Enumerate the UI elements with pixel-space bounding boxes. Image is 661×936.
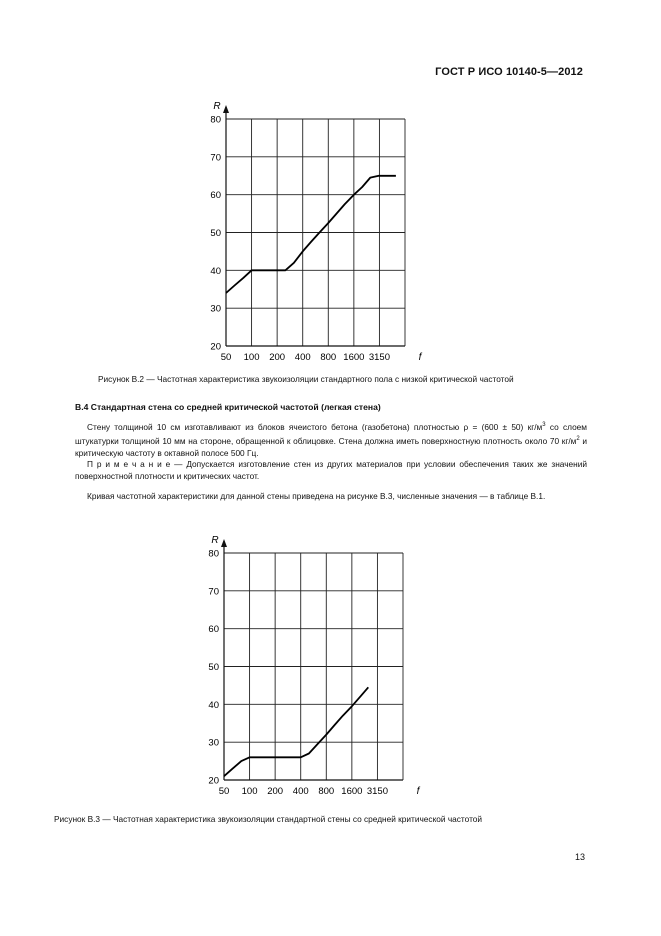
series-line [224, 687, 368, 776]
y-tick-label: 30 [208, 737, 219, 749]
x-tick-label: 3150 [368, 352, 390, 363]
x-tick-label: 800 [320, 352, 337, 363]
x-tick-label: 400 [294, 352, 311, 363]
figure-b2-caption: Рисунок В.2 — Частотная характеристика звукоизоляции стандартного пола с низкой критической частотой [98, 374, 514, 384]
y-tick-label: 50 [210, 228, 221, 239]
section-b4-paragraph-1 [75, 419, 587, 460]
x-tick-label: 50 [220, 352, 232, 363]
note-label: П р и м е ч а н и е [87, 459, 171, 469]
y-tick-label: 40 [208, 699, 219, 711]
chart-figure-b3 [193, 526, 425, 802]
y-tick-label: 80 [210, 114, 221, 126]
x-tick-label: 800 [318, 786, 335, 797]
page-number: 13 [574, 852, 585, 862]
x-tick-label: 1600 [343, 352, 365, 363]
document-header: ГОСТ Р ИСО 10140-5—2012 [435, 66, 583, 78]
section-b4-paragraph-2: Кривая частотной характеристики для данной стены приведена на рисунке В.3, численные значения — в таблице В.1. [87, 491, 546, 501]
y-tick-label: 80 [208, 548, 219, 560]
paragraph-1-text-c: и критическую частоту в октавной полосе 500 Гц. [75, 435, 587, 459]
y-tick-label: 60 [210, 190, 221, 202]
y-tick-label: 50 [208, 662, 219, 673]
y-tick-label: 20 [210, 341, 221, 353]
x-tick-label: 3150 [366, 786, 388, 797]
y-axis-arrow [223, 105, 229, 113]
x-tick-label: 400 [292, 786, 309, 797]
chart-figure-b2 [195, 92, 425, 372]
superscript-3: 3 [542, 422, 546, 428]
x-tick-label: 100 [241, 786, 258, 797]
paragraph-1-text-b: со слоем штукатурки толщиной 10 мм на стороне, обращенной к облицовке. Стена должна иметь поверхностную плотность около 70 кг/м [75, 421, 587, 446]
y-axis-label: R [211, 535, 219, 546]
note-text: — Допускается изготовление стен из других материалов при условии обеспечения таких же значений поверхностной плотности и критических частот. [75, 459, 588, 482]
x-axis-label: f [418, 352, 422, 363]
superscript-2: 2 [576, 436, 580, 443]
paragraph-1-text-a: Стену толщиной 10 см изготавливают из блоков ячеистого бетона (газобетона) плотностью ρ = (600 ± 50) кг/м [87, 421, 543, 432]
y-tick-label: 70 [210, 152, 221, 164]
y-tick-label: 70 [208, 586, 219, 598]
figure-b3-caption: Рисунок В.3 — Частотная характеристика звукоизоляции стандартной стены со средней критической частотой [54, 814, 483, 824]
y-tick-label: 40 [210, 265, 221, 277]
y-tick-label: 30 [210, 303, 221, 315]
x-tick-label: 200 [267, 786, 284, 797]
x-tick-label: 200 [269, 352, 286, 363]
x-axis-label: f [416, 786, 420, 797]
x-tick-label: 100 [243, 352, 260, 363]
y-axis-arrow [221, 539, 227, 547]
y-tick-label: 60 [208, 624, 219, 636]
y-axis-label: R [213, 101, 221, 112]
x-tick-label: 1600 [341, 786, 363, 797]
section-b4-title: В.4 Стандартная стена со средней критической частотой (легкая стена) [75, 402, 381, 412]
y-tick-label: 20 [208, 775, 219, 787]
x-tick-label: 50 [218, 786, 230, 797]
section-b4-note [75, 458, 587, 483]
